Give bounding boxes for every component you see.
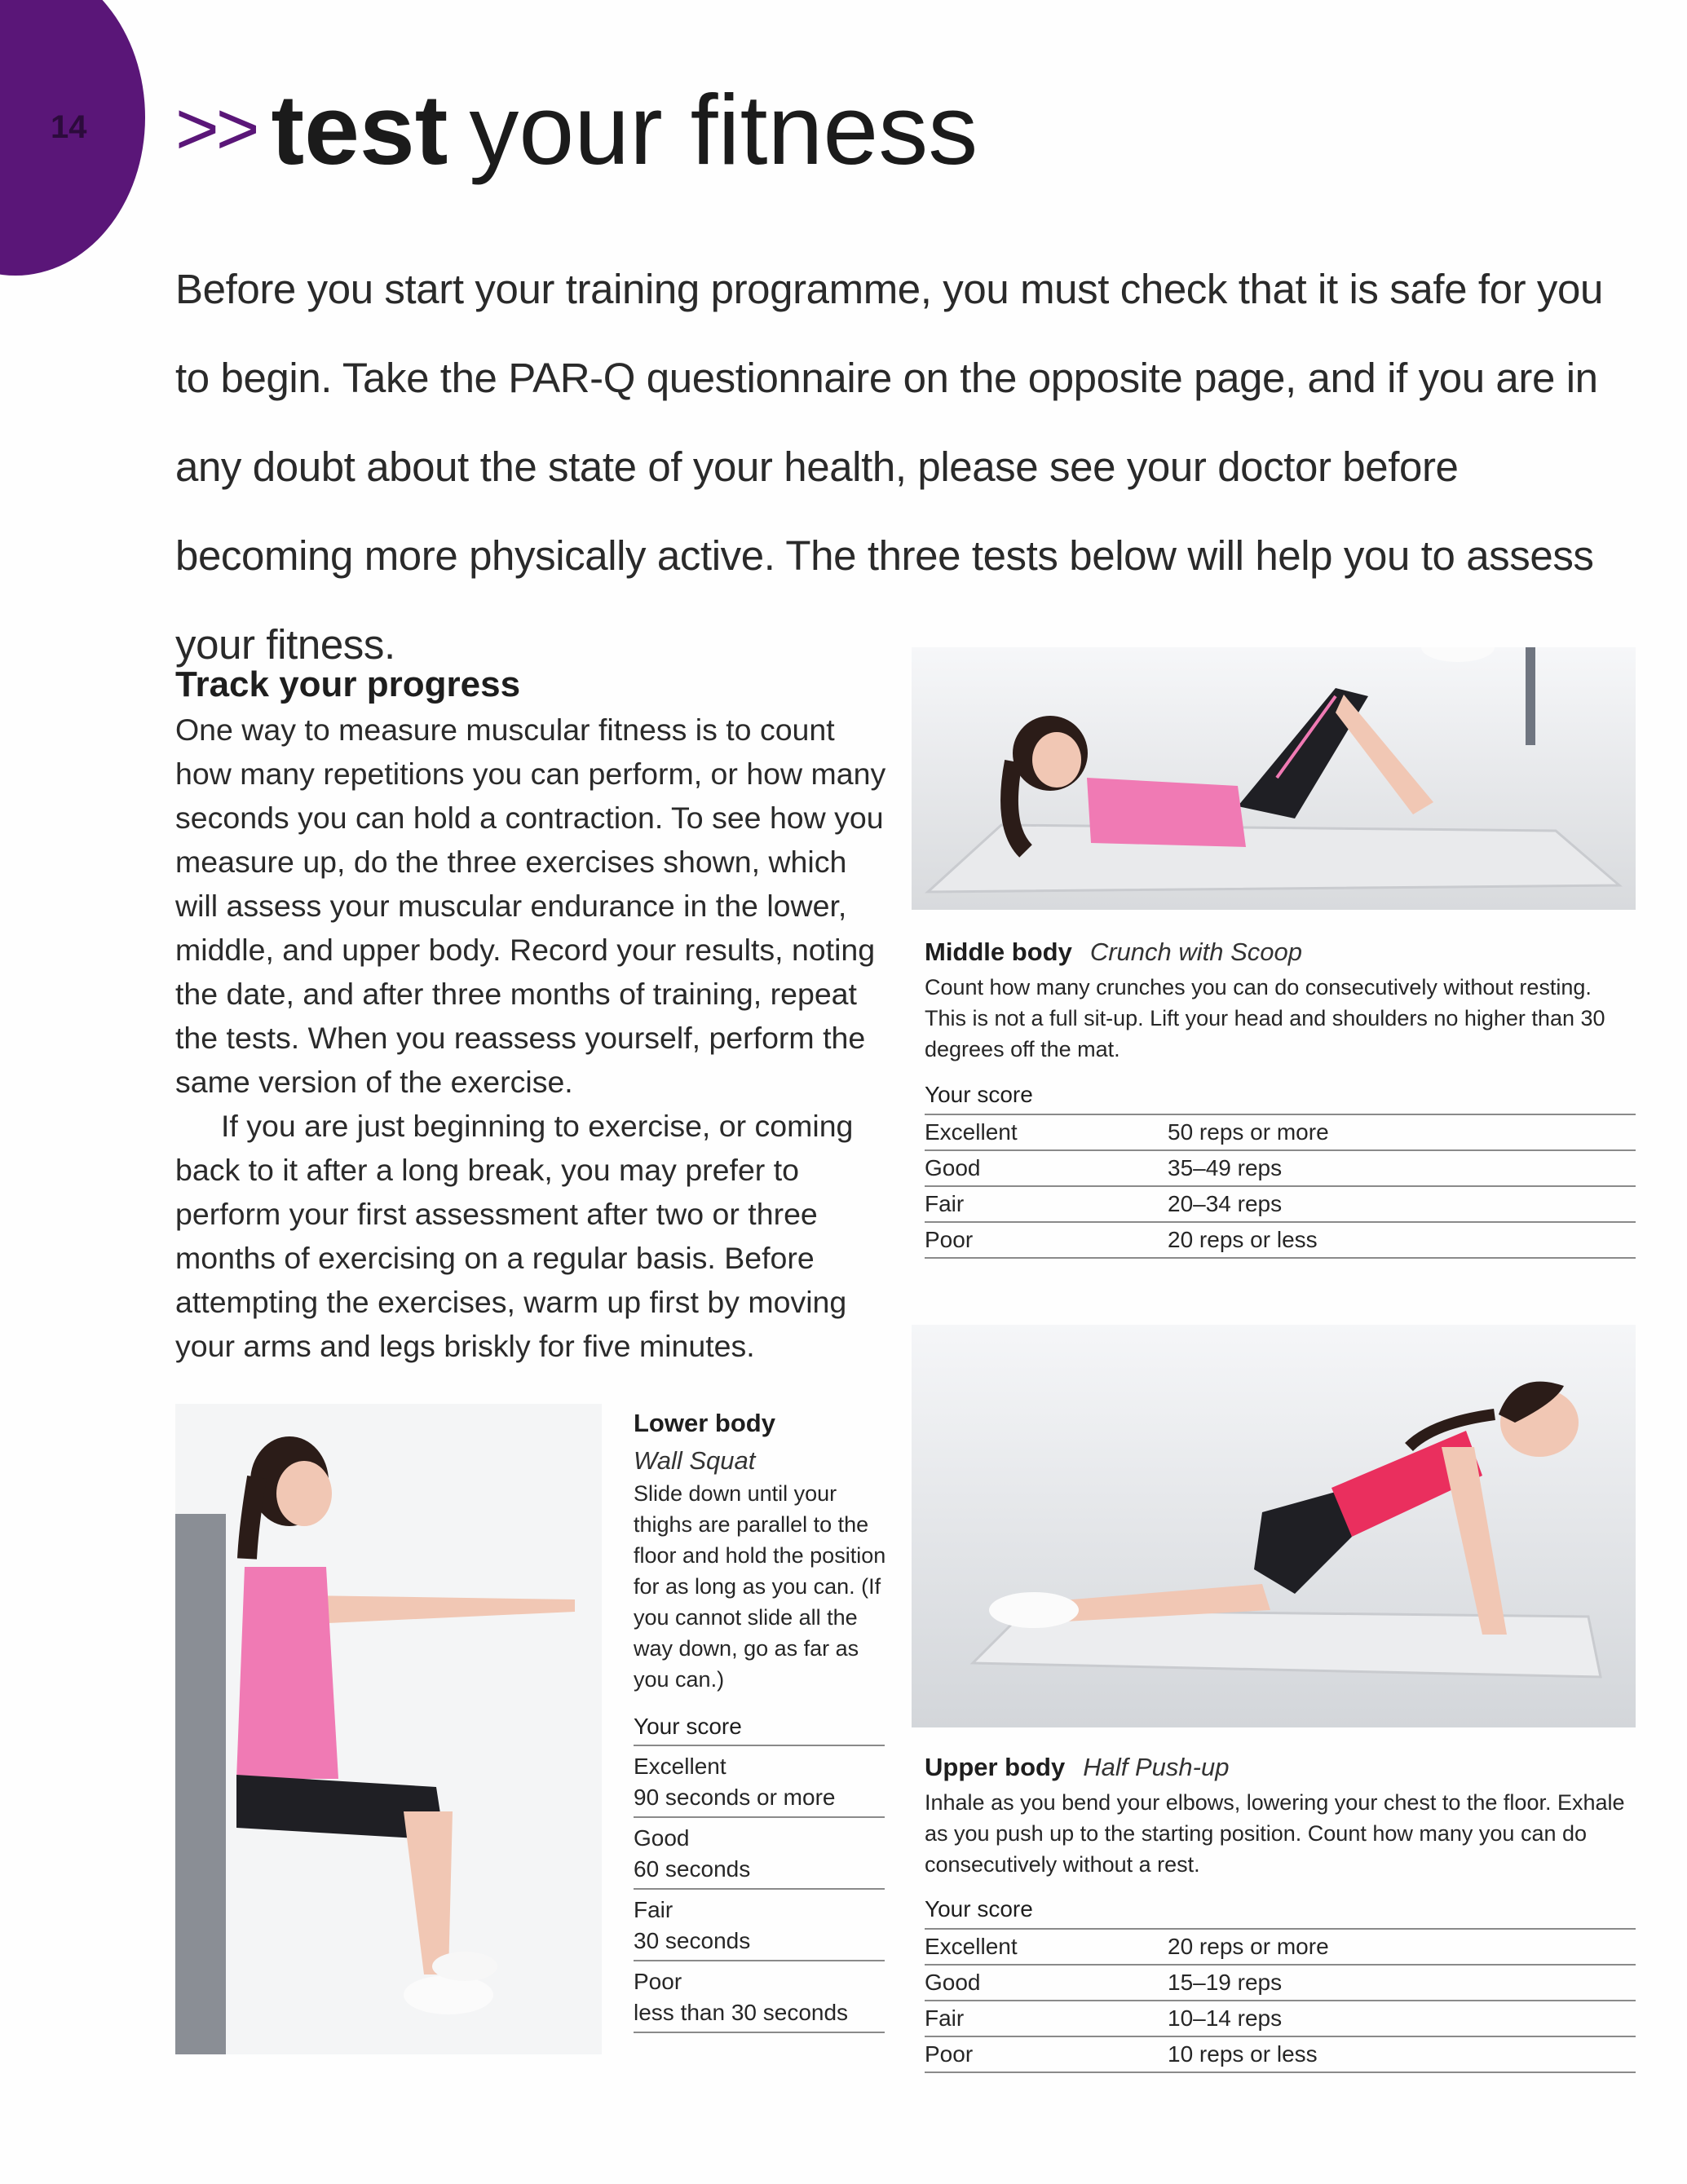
score-row: [925, 1187, 1636, 1223]
score-level: Excellent: [925, 1934, 1018, 1959]
score-value: 20–34 reps: [1168, 1191, 1283, 1216]
upper-score-table: [925, 1928, 1636, 2073]
score-row: [925, 2001, 1636, 2037]
score-level: Poor: [634, 1969, 682, 1994]
track-paragraph: One way to measure muscular fitness is to count how many repetitions you can perform, or how many seconds you can hold a contraction. To see how you measure up, do the three exercises shown, which will assess your muscular endurance in the lower, middle, and upper body. Record your results, noting the date, and after three months of training, repeat the tests. When you reassess yourself, perform the same version of the exercise.: [175, 713, 886, 1099]
score-row: [925, 1966, 1636, 2001]
upper-body-description: Inhale as you bend your elbows, lowering your chest to the floor. Exhale as you push up to the starting position. Count how many you can do consecutively without a rest.: [925, 1790, 1625, 1877]
score-row: [925, 1115, 1636, 1151]
lower-body-description: Slide down until your thighs are parallel to the floor and hold the position for as long as you can. (If you cannot slide all the way down, go as far as you can.): [634, 1481, 886, 1692]
score-level: Good: [925, 1155, 981, 1180]
intro-paragraph: Before you start your training programme, you must check that it is safe for you to begin. Take the PAR-Q questionnaire on the opposite page, and if you are in any doubt about the state of your health, please see your doctor before becoming more physically active. The three tests below will help you to assess your fitness.: [175, 266, 1603, 668]
track-heading: Track your progress: [175, 664, 521, 704]
lower-body-exercise: Wall Squat: [634, 1446, 756, 1475]
score-level: Fair: [925, 2005, 965, 2031]
score-level: Excellent: [634, 1754, 726, 1779]
chevron-icon: >>: [175, 87, 257, 170]
middle-body-heading: [925, 938, 1302, 967]
page-title: [175, 72, 978, 187]
crunch-photo: [912, 647, 1636, 910]
score-row: [634, 1890, 885, 1961]
track-body: [175, 708, 893, 1368]
score-level: Poor: [925, 1227, 974, 1252]
upper-body-title: Upper body: [925, 1753, 1066, 1781]
pushup-photo: [912, 1325, 1636, 1727]
score-level: Fair: [634, 1897, 673, 1922]
score-level: Good: [634, 1825, 690, 1851]
upper-body-exercise: Half Push-up: [1083, 1753, 1230, 1781]
score-row: [925, 2037, 1636, 2073]
page-number: 14: [51, 109, 87, 145]
score-level: Good: [925, 1970, 981, 1995]
score-value: 50 reps or more: [1168, 1119, 1329, 1145]
score-value: 30 seconds: [634, 1928, 751, 1953]
track-paragraph: If you are just beginning to exercise, or coming back to it after a long break, you may prefer to perform your first assessment after two or three months of exercising on a regular basis. Before attempting the exercises, warm up first by moving your arms and legs briskly for five minutes.: [175, 1109, 854, 1363]
score-row: [925, 1930, 1636, 1966]
score-value: 10–14 reps: [1168, 2005, 1283, 2031]
title-bold: test: [271, 74, 448, 185]
score-value: 20 reps or more: [1168, 1934, 1329, 1959]
middle-score-label: Your score: [925, 1082, 1033, 1107]
score-row: [634, 1746, 885, 1818]
lower-score-table: [634, 1745, 885, 2033]
score-value: 35–49 reps: [1168, 1155, 1283, 1180]
score-value: 20 reps or less: [1168, 1227, 1318, 1252]
upper-body-heading: [925, 1753, 1229, 1782]
score-row: [634, 1961, 885, 2033]
score-row: [925, 1223, 1636, 1259]
score-level: Excellent: [925, 1119, 1018, 1145]
score-value: 90 seconds or more: [634, 1785, 836, 1810]
score-level: Poor: [925, 2041, 974, 2067]
middle-body-title: Middle body: [925, 938, 1072, 966]
score-level: Fair: [925, 1191, 965, 1216]
score-row: [925, 1151, 1636, 1187]
score-row: [634, 1818, 885, 1890]
middle-body-exercise: Crunch with Scoop: [1089, 938, 1303, 966]
middle-score-table: [925, 1114, 1636, 1259]
upper-score-label: Your score: [925, 1896, 1033, 1921]
middle-body-description: Count how many crunches you can do consecutively without resting. This is not a full sit-up. Lift your head and shoulders no higher than 30 degrees off the mat.: [925, 975, 1605, 1061]
score-value: 15–19 reps: [1168, 1970, 1283, 1995]
score-value: less than 30 seconds: [634, 2000, 849, 2025]
title-light: your fitness: [469, 74, 978, 185]
wall-squat-photo: [175, 1404, 602, 2054]
lower-score-label: Your score: [634, 1714, 742, 1739]
score-value: 60 seconds: [634, 1856, 751, 1882]
score-value: 10 reps or less: [1168, 2041, 1318, 2067]
lower-body-title: Lower body: [634, 1409, 775, 1437]
